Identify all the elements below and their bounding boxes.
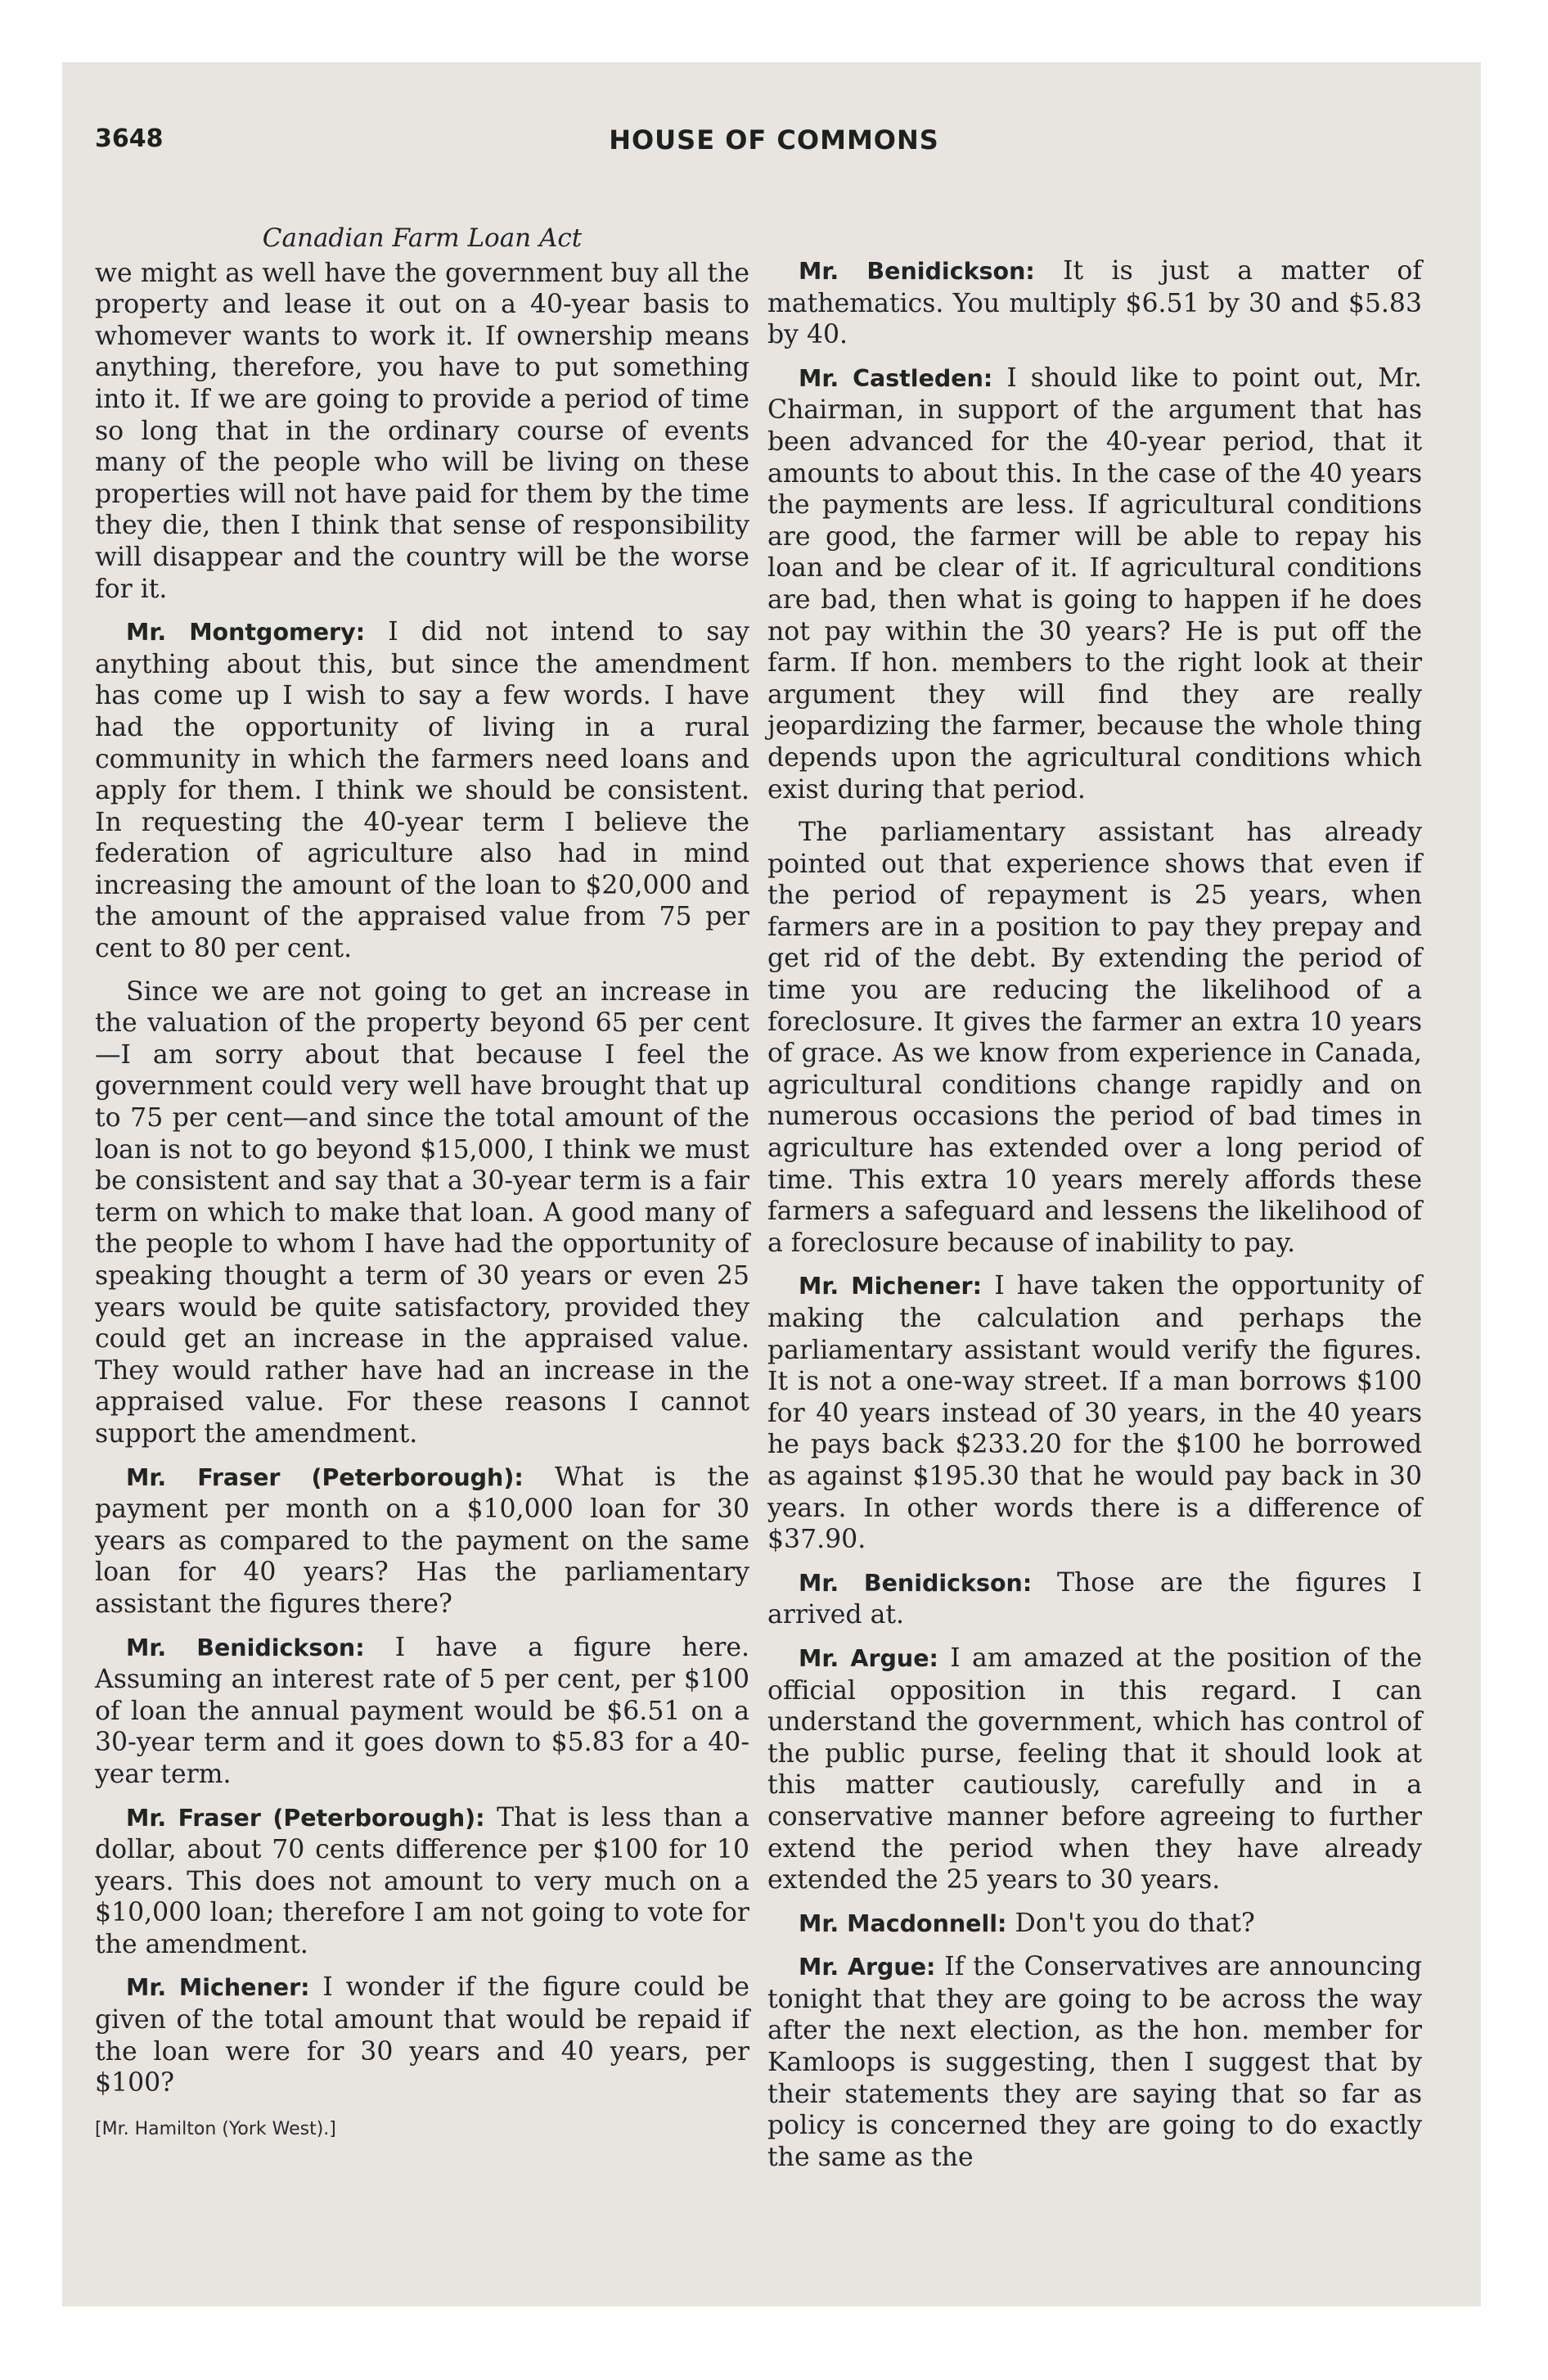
speaker-name: Mr. Michener: — [799, 1273, 983, 1300]
paragraph — [767, 817, 1422, 1259]
speaker-name: Mr. Benidickson: — [126, 1634, 365, 1661]
paragraph — [95, 1632, 749, 1791]
paragraph-text: I wonder if the figure could be given of the total amount that would be repaid if the loan were for 30 years and 40 years, per $100? — [95, 1972, 749, 2098]
right-column — [767, 255, 1422, 2184]
speaker-name: Mr. Benidickson: — [799, 1569, 1033, 1597]
paragraph — [95, 616, 749, 965]
paragraph — [767, 1270, 1422, 1555]
paragraph-text: we might as well have the government buy all the property and lease it out on a 40-year basis to whomever wants to work it. If ownership means anything, therefore, you have to put something into it. If we are going to provide a period of time so long that in the ordinary course of events many of the people who will be living on these properties will not have paid for them by the time they die, then I think that sense of responsibility will disappear and the country will be the worse for it. — [95, 258, 749, 604]
paragraph — [767, 1643, 1422, 1896]
paragraph-text: What is the payment per month on a $10,000 loan for 30 years as compared to the payment on the same loan for 40 years? Has the parliamentary assistant the figures there? — [95, 1462, 749, 1619]
paragraph-text: Don't you do that? — [1015, 1908, 1255, 1938]
paragraph-text: That is less than a dollar, about 70 cents difference per $100 for 10 years. This does not amount to very much on a $10,000 loan; therefore I am not going to vote for the amendment. — [95, 1802, 750, 1959]
paragraph — [767, 255, 1422, 351]
paragraph-text: It is just a matter of mathematics. You multiply $6.51 by 30 and $5.83 by 40. — [767, 256, 1423, 350]
paragraph-text: I have a figure here. Assuming an interest rate of 5 per cent, per $100 of loan the annual payment would be $6.51 on a 30-year term and it goes down to $5.83 for a 40-year term. — [95, 1632, 749, 1789]
speaker-name: Mr. Fraser (Peterborough): — [126, 1463, 524, 1491]
footer-note: [Mr. Hamilton (York West).] — [95, 2118, 336, 2139]
paragraph — [95, 976, 749, 1450]
paragraph — [95, 1802, 749, 1961]
speaker-name: Mr. Fraser (Peterborough): — [126, 1804, 485, 1832]
paragraph-text: Since we are not going to get an increase in the valuation of the property beyond 65 per cent—I am sorry about that because I feel the government could very well have brought that up to 75 per cent—and since the total amount of the loan is not to go beyond $15,000, I think we must be consistent and say that a 30-year term is a fair term on which to make that loan. A good many of the people to whom I have had the opportunity of speaking thought a term of 30 years or even 25 years would be quite satisfactory, provided they could get an increase in the appraised value. They would rather have had an increase in the appraised value. For these reasons I cannot support the amendment. — [95, 976, 749, 1449]
speaker-name: Mr. Benidickson: — [799, 258, 1035, 285]
paragraph-text: I should like to point out, Mr. Chairman, in support of the argument that has been advanced for the 40-year period, that it amounts to about this. In the case of the 40 years the payments are less. If agricultural conditions are good, the farmer will be able to repay his loan and be clear of it. If agricultural conditions are bad, then what is going to happen if he does not pay within the 30 years? He is put off the farm. If hon. members to the right look at their argument they will find they are really jeopardizing the farmer, because the whole thing depends upon the agricultural conditions which exist during that period. — [767, 363, 1423, 805]
page-header — [95, 124, 1453, 174]
speaker-name: Mr. Argue: — [799, 1954, 936, 1981]
paragraph — [767, 363, 1422, 805]
page-sheet — [62, 62, 1481, 2306]
paragraph — [767, 1567, 1422, 1631]
paragraph-text: If the Conservatives are announcing tonight that they are going to be across the way after the next election, as the hon. member for Kamloops is suggesting, then I suggest that by their statements they are saying that so far as policy is concerned they are going to do exactly the same as the — [767, 1952, 1422, 2172]
speaker-name: Mr. Argue: — [799, 1644, 938, 1672]
paragraph — [767, 1951, 1422, 2173]
paragraph-text: I have taken the opportunity of making the calculation and perhaps the parliamentary assistant would verify the figures. It is not a one-way street. If a man borrows $100 for 40 years instead of 30 years, in the 40 years he pays back $233.20 for the $100 he borrowed as against $195.30 that he would pay back in 30 years. In other words there is a difference of $37.90. — [767, 1271, 1422, 1555]
paragraph — [95, 258, 749, 606]
paragraph — [767, 1908, 1422, 1941]
speaker-name: Mr. Montgomery: — [126, 619, 366, 647]
paragraph-text: Those are the figures I arrived at. — [767, 1567, 1422, 1630]
section-title: Canadian Farm Loan Act — [262, 223, 583, 253]
running-head: HOUSE OF COMMONS — [609, 124, 939, 156]
speaker-name: Mr. Castleden: — [799, 364, 993, 392]
left-paragraphs — [95, 258, 749, 2099]
speaker-name: Mr. Macdonnell: — [799, 1909, 1007, 1937]
paragraph-text: The parliamentary assistant has already pointed out that experience shows that even if the period of repayment is 25 years, when farmers are in a position to pay they prepay and get rid of the debt. By extending the period of time you are reducing the likelihood of a foreclosure. It gives the farmer an extra 10 years of grace. As we know from experience in Canada, agricultural conditions change rapidly and on numerous occasions the period of bad times in agriculture has extended over a long period of time. This extra 10 years merely affords these farmers a safeguard and lessens the likelihood of a foreclosure because of inability to pay. — [767, 818, 1422, 1258]
paragraph-text: I did not intend to say anything about this, but since the amendment has come up I wish to say a few words. I have had the opportunity of living in a rural community in which the farmers need loans and apply for them. I think we should be consistent. In requesting the 40-year term I believe the federation of agriculture also had in mind increasing the amount of the loan to $20,000 and the amount of the appraised value from 75 per cent to 80 per cent. — [95, 617, 749, 964]
paragraph — [95, 1462, 749, 1620]
right-paragraphs — [767, 255, 1422, 2173]
paragraph — [95, 1972, 749, 2098]
paragraph-text: I am amazed at the position of the official opposition in this regard. I can understand the government, which has control of the public purse, feeling that it should look at this matter cautiously, carefully and in a conservative manner before agreeing to further extend the period when they have already extended the 25 years to 30 years. — [767, 1643, 1422, 1895]
speaker-name: Mr. Michener: — [126, 1974, 310, 2002]
page-number: 3648 — [95, 124, 164, 153]
left-column — [95, 223, 749, 2145]
